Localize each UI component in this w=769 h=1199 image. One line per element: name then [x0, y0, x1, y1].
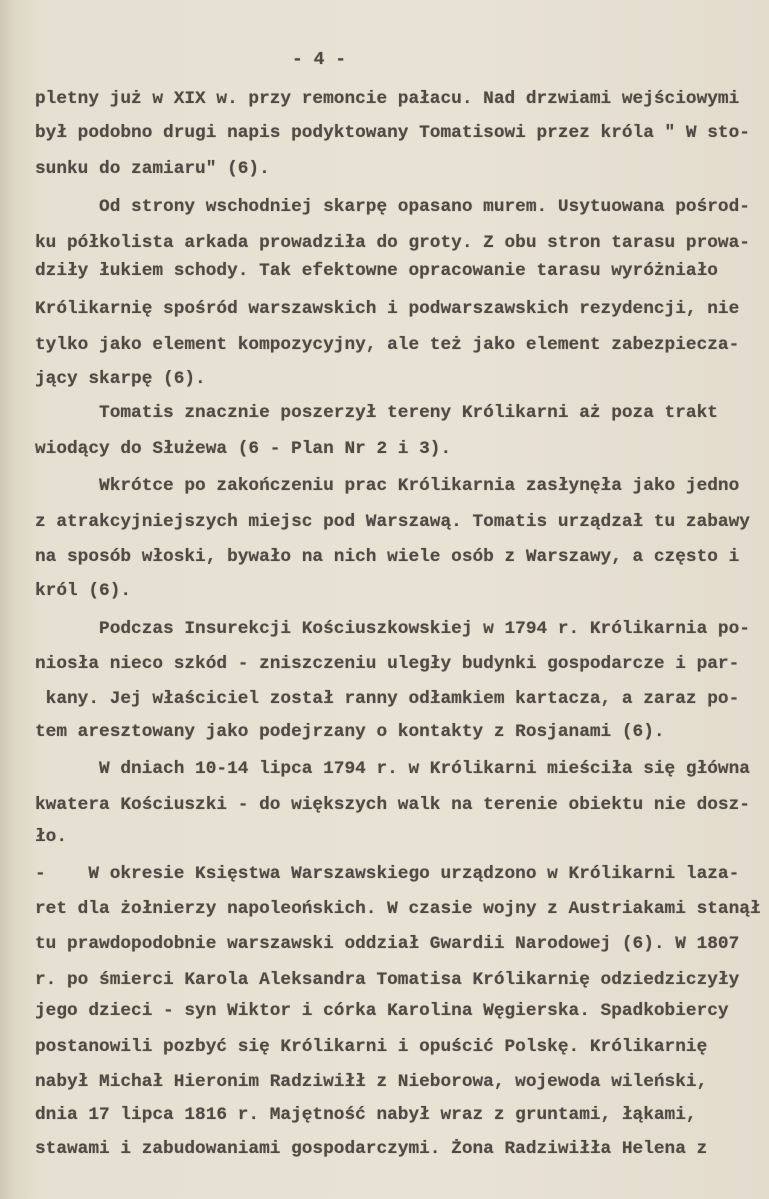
text-line: r. po śmierci Karola Aleksandra Tomatisa Królikarnię odziedziczyły — [35, 970, 740, 990]
text-line: sunku do zamiaru" (6). — [35, 159, 270, 179]
text-line: W dniach 10-14 lipca 1794 r. w Królikarni mieściła się główna — [35, 759, 750, 779]
text-line: kany. Jej właściciel został ranny odłamkiem kartacza, a zaraz po- — [35, 689, 740, 709]
text-line: tem aresztowany jako podejrzany o kontakty z Rosjanami (6). — [35, 722, 665, 742]
text-line: ku półkolista arkada prowadziła do groty. Z obu stron tarasu prowa- — [35, 233, 750, 253]
text-line: pletny już w XIX w. przy remoncie pałacu. Nad drzwiami wejściowymi — [35, 89, 740, 109]
text-line: niosła nieco szkód - zniszczeniu uległy budynki gospodarcze i par- — [35, 654, 740, 674]
page-number: - 4 - — [292, 50, 347, 70]
text-line: stawami i zabudowaniami gospodarczymi. Żona Radziwiłła Helena z — [35, 1139, 708, 1159]
text-line: tu prawdopodobnie warszawski oddział Gwardii Narodowej (6). W 1807 — [35, 934, 740, 954]
text-line: Wkrótce po zakończeniu prac Królikarnia zasłynęła jako jedno — [35, 476, 740, 496]
text-line: wiodący do Służewa (6 - Plan Nr 2 i 3). — [35, 439, 452, 459]
text-line: Królikarnię spośród warszawskich i podwarszawskich rezydencji, nie — [35, 299, 740, 319]
text-line: tylko jako element kompozycyjny, ale też jako element zabezpiecza- — [35, 335, 740, 355]
text-line: Od strony wschodniej skarpę opasano murem. Usytuowana pośrod- — [35, 197, 750, 217]
text-line: postanowili pozbyć się Królikarni i opuścić Polskę. Królikarnię — [35, 1037, 708, 1057]
text-line: kwatera Kościuszki - do większych walk na terenie obiektu nie dosz- — [35, 795, 750, 815]
text-line: dziły łukiem schody. Tak efektowne opracowanie tarasu wyróżniało — [35, 261, 718, 281]
text-line: król (6). — [35, 581, 132, 601]
text-line: jego dzieci - syn Wiktor i córka Karolina Węgierska. Spadkobiercy — [35, 1001, 729, 1021]
text-line: z atrakcyjniejszych miejsc pod Warszawą. Tomatis urządzał tu zabawy — [35, 512, 750, 532]
text-line: Podczas Insurekcji Kościuszkowskiej w 1794 r. Królikarnia po- — [35, 619, 750, 639]
text-line: jący skarpę (6). — [35, 369, 206, 389]
text-line: dnia 17 lipca 1816 r. Majętność nabył wraz z gruntami, łąkami, — [35, 1105, 697, 1125]
text-line: był podobno drugi napis podyktowany Tomatisowi przez króla " W sto- — [35, 123, 750, 143]
text-line: - W okresie Księstwa Warszawskiego urządzono w Królikarni laza- — [35, 864, 740, 884]
text-line: Tomatis znacznie poszerzył tereny Królikarni aż poza trakt — [35, 403, 718, 423]
text-line: nabył Michał Hieronim Radziwiłł z Nieborowa, wojewoda wileński, — [35, 1072, 708, 1092]
text-line: ret dla żołnierzy napoleońskich. W czasie wojny z Austriakami stanął — [35, 899, 761, 919]
text-line: na sposób włoski, bywało na nich wiele osób z Warszawy, a często i — [35, 547, 740, 567]
text-line: ło. — [35, 827, 68, 847]
